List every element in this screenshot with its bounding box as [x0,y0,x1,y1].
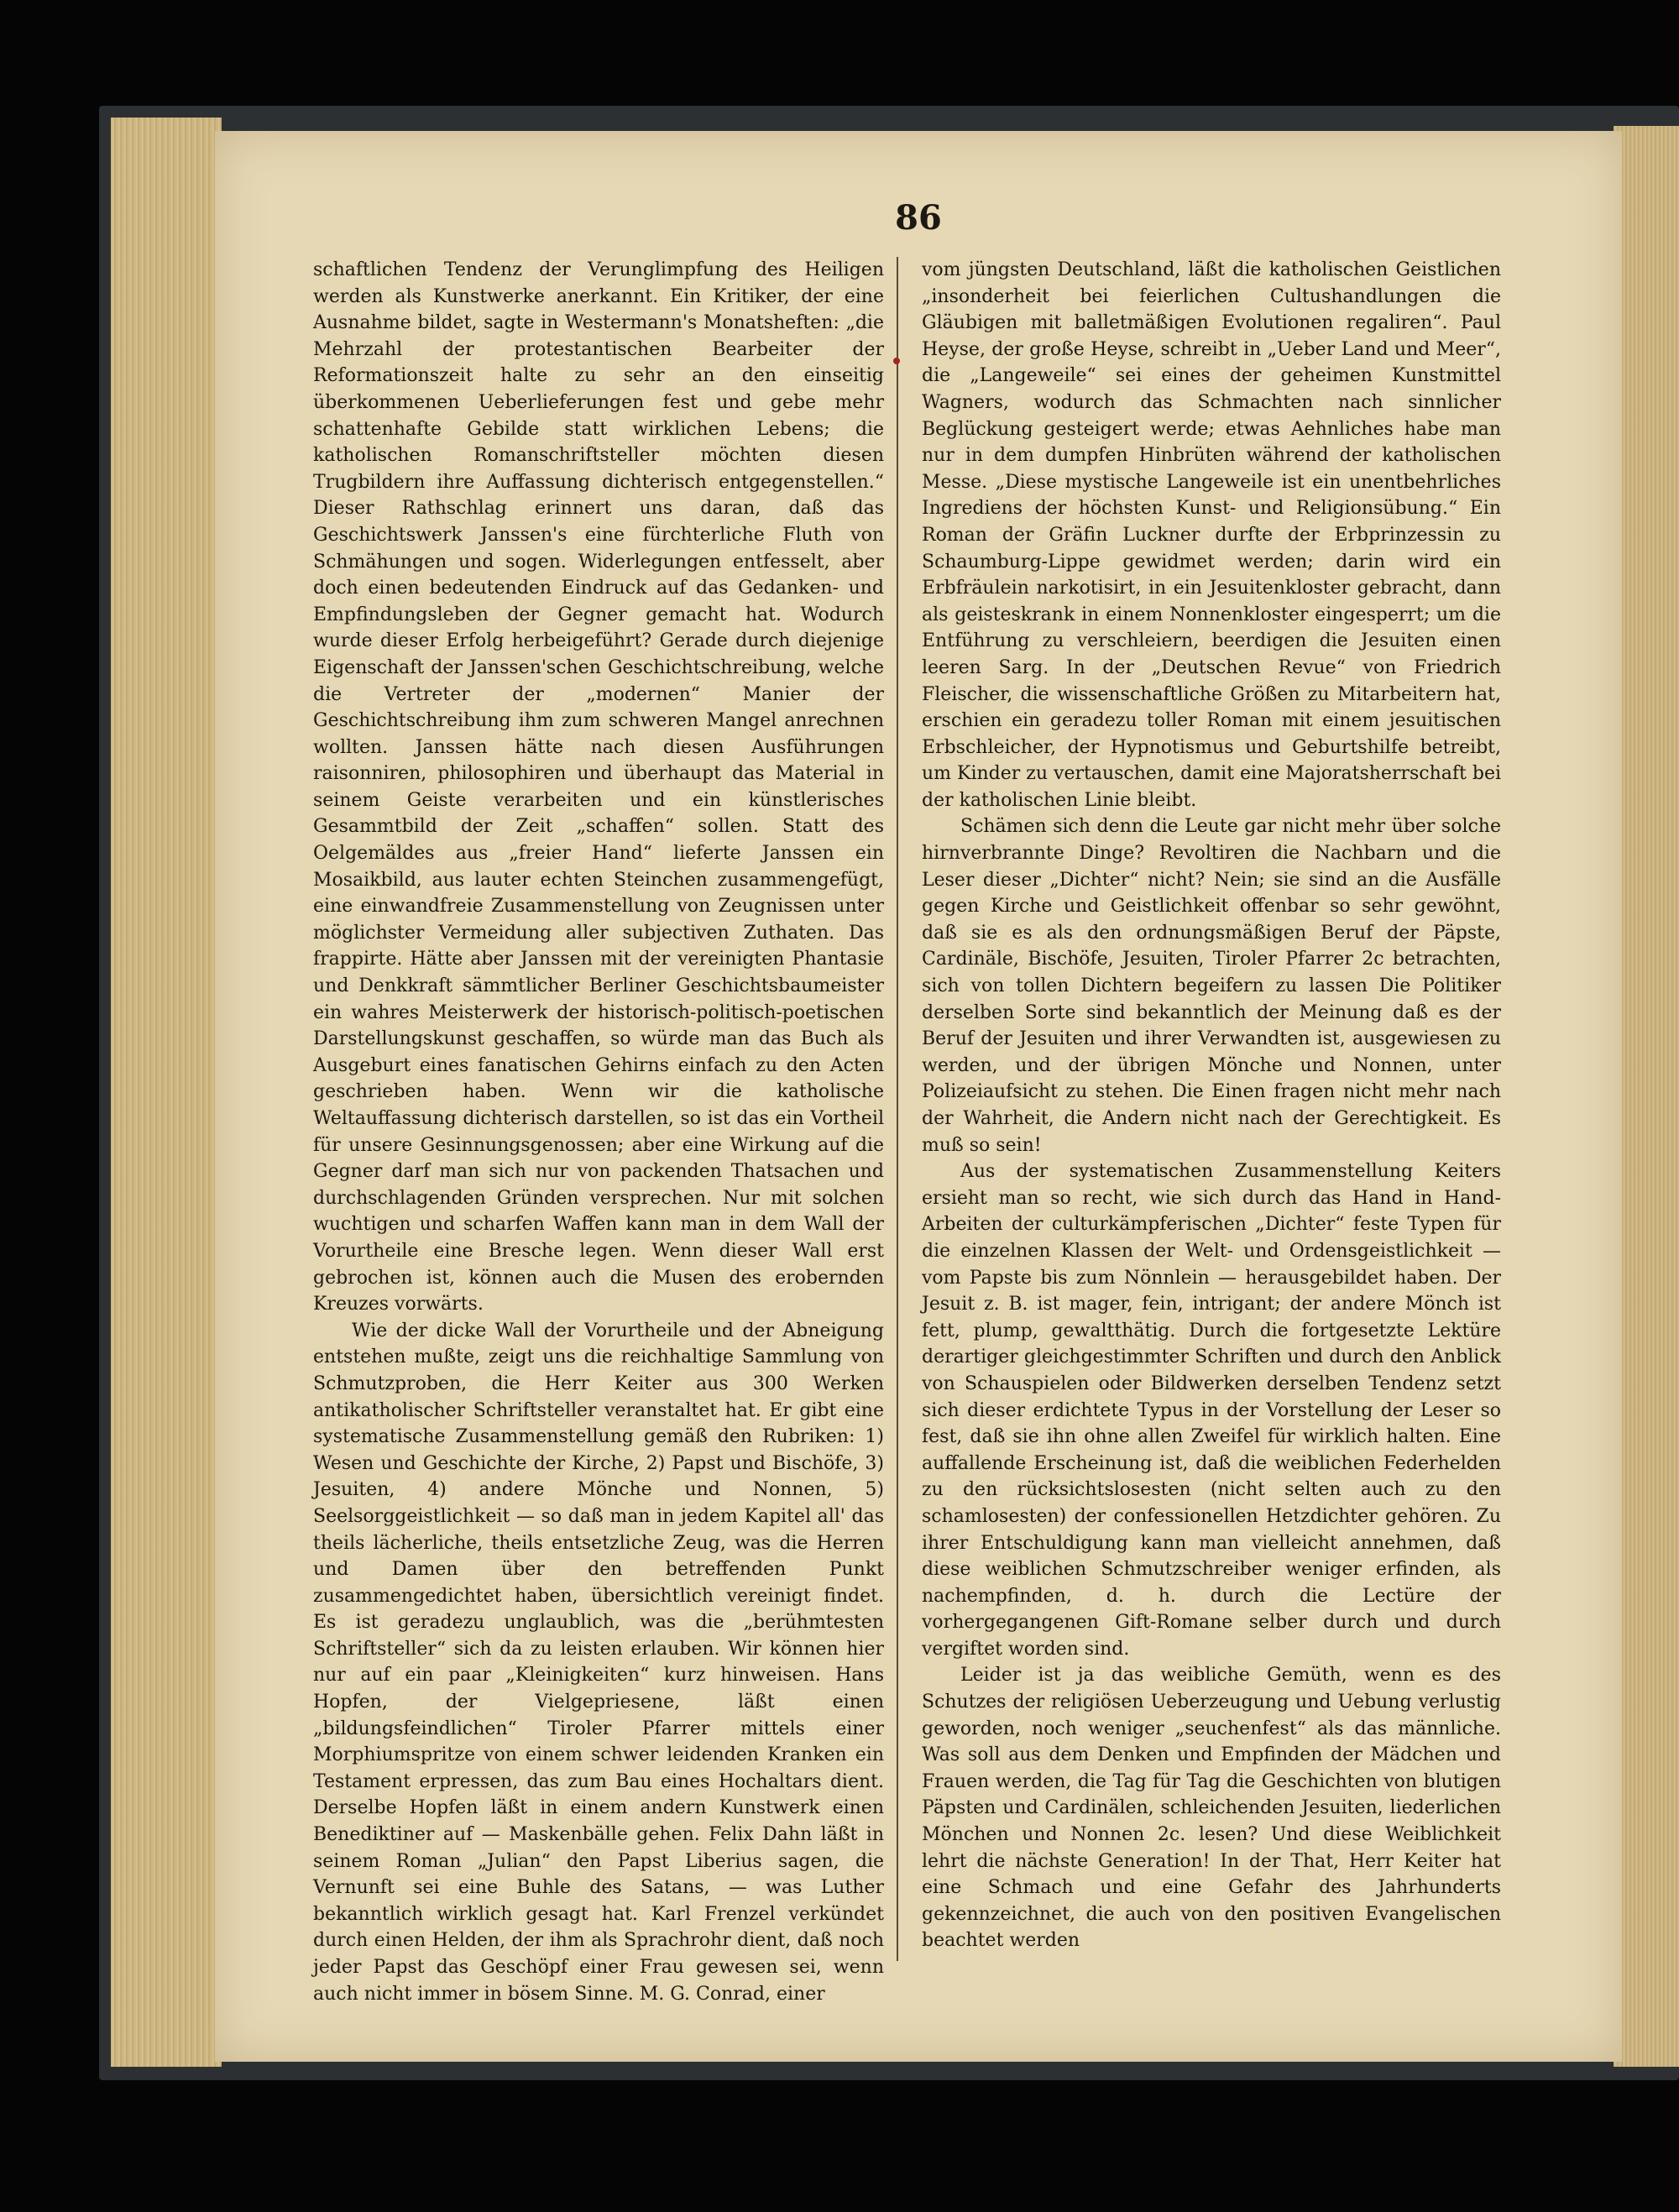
text-column-right [922,257,1501,1954]
page-edges-left [111,118,222,2067]
paragraph: vom jüngsten Deutschland, läßt die katholischen Geistlichen „insonderheit bei feierlichen Cultushandlungen die Gläubigen mit balletmäßigen Evolutionen regaliren“. Paul Heyse, der große Heyse, schreibt in „Ueber Land und Meer“, die „Langeweile“ sei eines der geheimen Kunstmittel Wagners, wodurch das Schmachten nach sinnlicher Beglückung gesteigert werde; etwas Aehnliches habe man nur in dem dumpfen Hinbrüten während der katholischen Messe. „Diese mystische Langeweile ist ein unentbehrliches Ingrediens der höchsten Kunst- und Religionsübung.“ Ein Roman der Gräfin Luckner durfte der Erbprinzessin zu Schaumburg-Lippe gewidmet werden; darin wird ein Erbfräulein narkotisirt, in ein Jesuitenkloster gebracht, dann als geisteskrank in einem Nonnenkloster eingesperrt; um die Entführung zu verschleiern, beerdigen die Jesuiten einen leeren Sarg. In der „Deutschen Revue“ von Friedrich Fleischer, die wissenschaftliche Größen zu Mitarbeitern hat, erschien ein geradezu toller Roman mit einem jesuitischen Erbschleicher, der Hypnotismus und Geburtshilfe betreibt, um Kinder zu vertauschen, damit eine Majoratsherrschaft bei der katholischen Linie bleibt. [922,259,1501,811]
book-page [215,131,1622,2062]
text-column-left [313,257,884,2007]
page-mark [893,358,900,364]
paragraph: Wie der dicke Wall der Vorurtheile und der Abneigung entstehen mußte, zeigt uns die reichhaltige Sammlung von Schmutzproben, die Herr Keiter aus 300 Werken antikatholischer Schriftsteller veranstaltet hat. Er gibt eine systematische Zusammenstellung gemäß den Rubriken: 1) Wesen und Geschichte der Kirche, 2) Papst und Bischöfe, 3) Jesuiten, 4) andere Mönche und Nonnen, 5) Seelsorggeistlichkeit — so daß man in jedem Kapitel all' das theils lächerliche, theils entsetzliche Zeug, was die Herren und Damen über den betreffenden Punkt zusammengedichtet haben, übersichtlich vereinigt findet. Es ist geradezu unglaublich, was die „berühmtesten Schriftsteller“ sich da zu leisten erlauben. Wir können hier nur auf ein paar „Kleinigkeiten“ kurz hinweisen. Hans Hopfen, der Vielgepriesene, läßt einen „bildungsfeindlichen“ Tiroler Pfarrer mittels einer Morphiumspritze von einem schwer leidenden Kranken ein Testament erpressen, das zum Bau eines Hochaltars dient. Derselbe Hopfen läßt in einem andern Kunstwerk einen Benediktiner auf — Maskenbälle gehen. Felix Dahn läßt in seinem Roman „Julian“ den Papst Liberius sagen, die Vernunft sei eine Buhle des Satans, — was Luther bekanntlich wirklich gesagt hat. Karl Frenzel verkündet durch einen Helden, der ihm als Sprachrohr dient, daß noch jeder Papst das Geschöpf einer Frau gewesen sei, wenn auch nicht immer in bösem Sinne. M. G. Conrad, einer [313,1320,884,2005]
page-number: 86 [895,198,942,238]
page-edges-right [1614,126,1679,2067]
paragraph: Schämen sich denn die Leute gar nicht mehr über solche hirnverbrannte Dinge? Revoltiren die Nachbarn und die Leser dieser „Dichter“ nicht? Nein; sie sind an die Ausfälle gegen Kirche und Geistlichkeit offenbar so sehr gewöhnt, daß sie es als den ordnungsmäßigen Beruf der Päpste, Cardinäle, Bischöfe, Jesuiten, Tiroler Pfarrer 2c betrachten, sich von tollen Dichtern begeifern zu lassen Die Politiker derselben Sorte sind bekanntlich der Meinung daß es der Beruf der Jesuiten und ihrer Verwandten ist, ausgewiesen zu werden, und der übrigen Mönche und Nonnen, unter Polizeiaufsicht zu stehen. Die Einen fragen nicht mehr nach der Wahrheit, die Andern nicht nach der Gerechtigkeit. Es muß so sein! [922,816,1501,1156]
paragraph: schaftlichen Tendenz der Verunglimpfung des Heiligen werden als Kunstwerke anerkannt. Ein Kritiker, der eine Ausnahme bildet, sagte in Westermann's Monatsheften: „die Mehrzahl der protestantischen Bearbeiter der Reformationszeit halte zu sehr an den einseitig überkommenen Ueberlieferungen fest und gebe mehr schattenhafte Gebilde statt wirklichen Lebens; die katholischen Romanschriftsteller möchten diesen Trugbildern ihre Auffassung dichterisch entgegenstellen.“ Dieser Rathschlag erinnert uns daran, daß das Geschichtswerk Janssen's eine fürchterliche Fluth von Schmähungen und sogen. Widerlegungen entfesselt, aber doch einen bedeutenden Eindruck auf das Gedanken- und Empfindungsleben der Gegner gemacht hat. Wodurch wurde dieser Erfolg herbeigeführt? Gerade durch diejenige Eigenschaft der Janssen'schen Geschichtschreibung, welche die Vertreter der „modernen“ Manier der Geschichtschreibung ihm zum schweren Mangel anrechnen wollten. Janssen hätte nach diesen Ausführungen raisonniren, philosophiren und überhaupt das Material in seinem Geiste verarbeiten und ein künstlerisches Gesammtbild der Zeit „schaffen“ sollen. Statt des Oelgemäldes aus „freier Hand“ lieferte Janssen ein Mosaikbild, aus lauter echten Steinchen zusammengefügt, eine einwandfreie Zusammenstellung von Zeugnissen unter möglichster Vermeidung aller subjectiven Zuthaten. Das frappirte. Hätte aber Janssen mit der vereinigten Phantasie und Denkkraft sämmtlicher Berliner Geschichtsbaumeister ein wahres Meisterwerk der historisch-politisch-poetischen Darstellungskunst geschaffen, so würde man das Buch als Ausgeburt eines fanatischen Gehirns einfach zu den Acten geschrieben haben. Wenn wir die katholische Weltauffassung dichterisch darstellen, so ist das ein Vortheil für unsere Gesinnungsgenossen; aber eine Wirkung auf die Gegner darf man sich nur von packenden Thatsachen und durchschlagenden Gründen versprechen. Nur mit solchen wuchtigen und scharfen Waffen kann man in dem Wall der Vorurtheile eine Bresche legen. Wenn dieser Wall erst gebrochen ist, können auch die Musen des erobernden Kreuzes vorwärts. [313,259,884,1315]
paragraph: Aus der systematischen Zusammenstellung Keiters ersieht man so recht, wie sich durch das Hand in Hand-Arbeiten der culturkämpferischen „Dichter“ feste Typen für die einzelnen Klassen der Welt- und Ordensgeistlichkeit — vom Papste bis zum Nönnlein — herausgebildet haben. Der Jesuit z. B. ist mager, fein, intrigant; der andere Mönch ist fett, plump, gewaltthätig. Durch die fortgesetzte Lektüre derartiger gleichgestimmter Schriften und durch den Anblick von Schauspielen oder Bildwerken derselben Tendenz setzt sich dieser erdichtete Typus in der Vorstellung der Leser so fest, daß sie ihn ohne allen Zweifel für wirklich halten. Eine auffallende Erscheinung ist, daß die weiblichen Federhelden zu den rücksichtslosesten (nicht selten auch zu den schamlosesten) der confessionellen Hetzdichter gehören. Zu ihrer Entschuldigung kann man vielleicht annehmen, daß diese weiblichen Schmutzschreiber weniger erfinden, als nachempfinden, d. h. durch die Lectüre der vorhergegangenen Gift-Romane selber durch und durch vergiftet worden sind. [922,1161,1501,1660]
paragraph: Leider ist ja das weibliche Gemüth, wenn es des Schutzes der religiösen Ueberzeugung und Uebung verlustig geworden, noch weniger „seuchenfest“ als das männliche. Was soll aus dem Denken und Empfinden der Mädchen und Frauen werden, die Tag für Tag die Geschichten von blutigen Päpsten und Cardinälen, schleichenden Jesuiten, liederlichen Mönchen und Nonnen 2c. lesen? Und diese Weiblichkeit lehrt die nächste Generation! In der That, Herr Keiter hat eine Schmach und eine Gefahr des Jahrhunderts gekennzeichnet, die auch von den positiven Evangelischen beachtet werden [922,1665,1501,1952]
column-divider [897,257,898,1961]
